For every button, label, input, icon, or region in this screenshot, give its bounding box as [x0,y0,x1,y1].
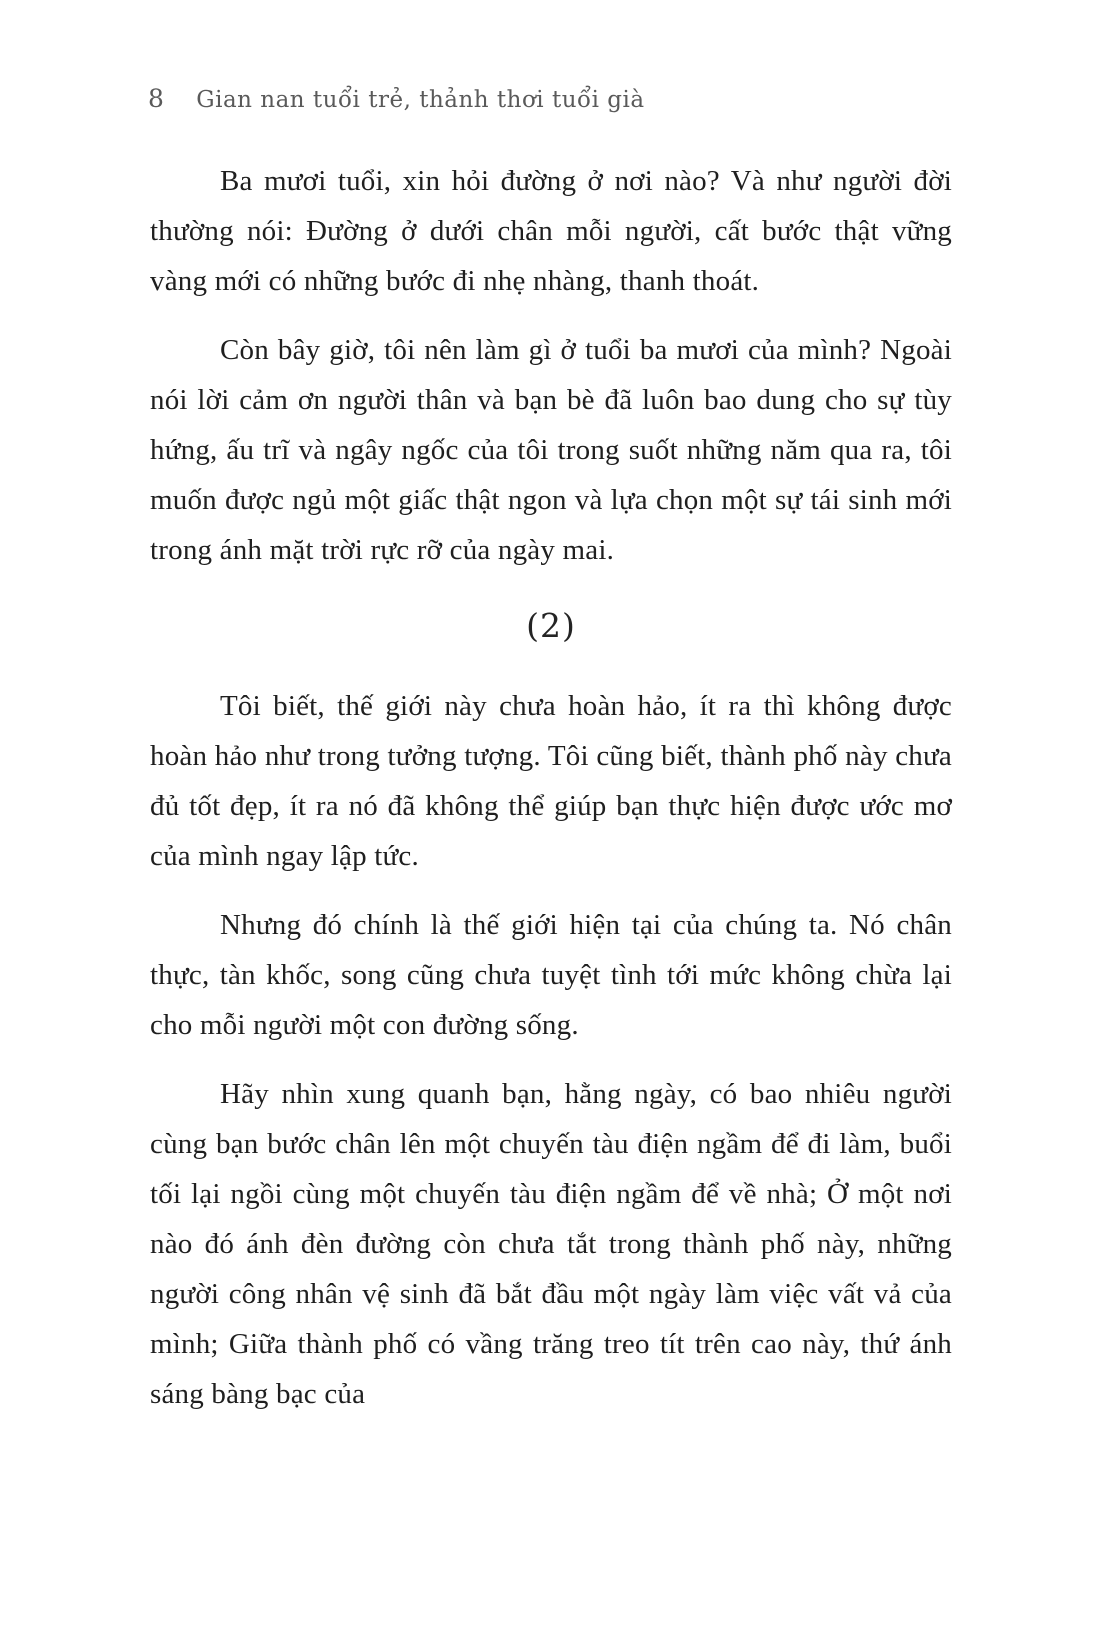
running-title: Gian nan tuổi trẻ, thảnh thơi tuổi già [196,87,645,113]
paragraph: Còn bây giờ, tôi nên làm gì ở tuổi ba mươi của mình? Ngoài nói lời cảm ơn người thân và bạn bè đã luôn bao dung cho sự tùy hứng, ấu trĩ và ngây ngốc của tôi trong suốt những năm qua ra, tôi muốn được ngủ một giấc thật ngon và lựa chọn một sự tái sinh mới trong ánh mặt trời rực rỡ của ngày mai. [150,334,952,566]
page-number: 8 [148,84,165,113]
paragraph: Hãy nhìn xung quanh bạn, hằng ngày, có bao nhiêu người cùng bạn bước chân lên một chuyến tàu điện ngầm để đi làm, buổi tối lại ngồi cùng một chuyến tàu điện ngầm để về nhà; Ở một nơi nào đó ánh đèn đường còn chưa tắt trong thành phố này, những người công nhân vệ sinh đã bắt đầu một ngày làm việc vất vả của mình; Giữa thành phố có vầng trăng treo tít trên cao này, thứ ánh sáng bàng bạc của [150,1078,952,1410]
running-header [148,84,999,113]
page-body [150,156,952,1419]
section-number-marker: (2) [526,606,576,645]
paragraph: Tôi biết, thế giới này chưa hoàn hảo, ít ra thì không được hoàn hảo như trong tưởng tượng. Tôi cũng biết, thành phố này chưa đủ tốt đẹp, ít ra nó đã không thể giúp bạn thực hiện được ước mơ của mình ngay lập tức. [150,690,952,872]
paragraph: Ba mươi tuổi, xin hỏi đường ở nơi nào? Và như người đời thường nói: Đường ở dưới chân mỗi người, cất bước thật vững vàng mới có những bước đi nhẹ nhàng, thanh thoát. [150,165,952,297]
paragraph: Nhưng đó chính là thế giới hiện tại của chúng ta. Nó chân thực, tàn khốc, song cũng chưa tuyệt tình tới mức không chừa lại cho mỗi người một con đường sống. [150,909,952,1041]
